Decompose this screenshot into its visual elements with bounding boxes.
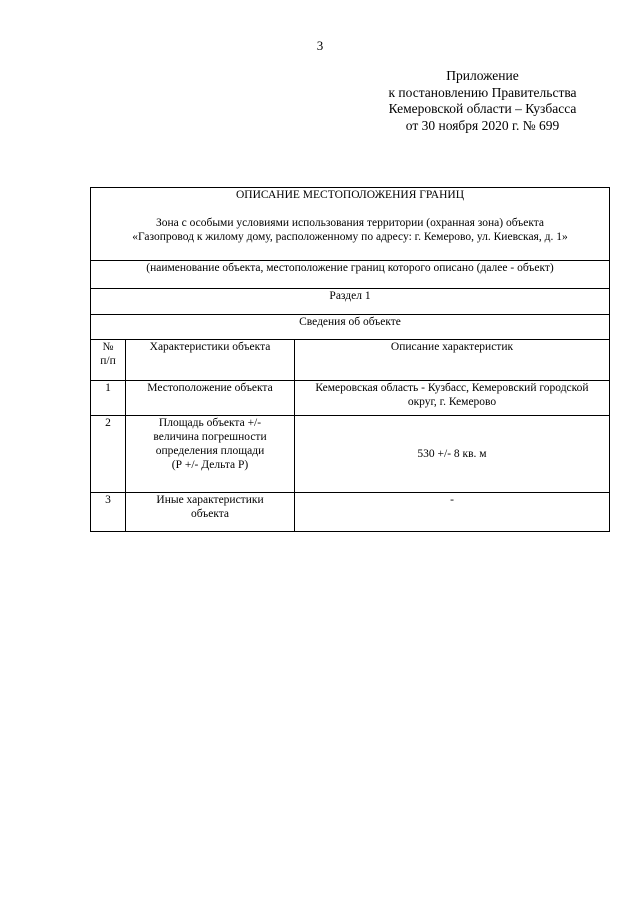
- table-title: ОПИСАНИЕ МЕСТОПОЛОЖЕНИЯ ГРАНИЦ: [235, 189, 465, 201]
- row-value: 530 +/- 8 кв. м: [295, 416, 610, 493]
- row-number: 3: [91, 493, 126, 532]
- row-characteristic-line: (Р +/- Дельта Р): [171, 459, 249, 471]
- header-description: Описание характеристик: [295, 340, 610, 381]
- header-number-line: п/п: [100, 355, 116, 367]
- row-characteristic: [126, 493, 295, 532]
- appendix-header: [360, 68, 605, 134]
- table-row: [91, 416, 610, 493]
- table-title-row: [91, 188, 610, 261]
- header-number-line: №: [102, 341, 114, 353]
- row-value: -: [295, 493, 610, 532]
- row-characteristic-line: Площадь объекта +/-: [158, 417, 262, 429]
- row-value-line: округ, г. Кемерово: [407, 396, 497, 408]
- page-number: 3: [316, 38, 324, 53]
- row-characteristic: Местоположение объекта: [126, 381, 295, 416]
- info-title: Сведения об объекте: [91, 315, 610, 340]
- table-row: [91, 381, 610, 416]
- row-value-line: Кемеровская область - Кузбасс, Кемеровский городской: [315, 382, 589, 394]
- zone-description-line: Зона с особыми условиями использования территории (охранная зона) объекта: [155, 217, 545, 229]
- object-note-row: [91, 261, 610, 289]
- header-number: [91, 340, 126, 381]
- object-note: (наименование объекта, местоположение границ которого описано (далее - объект): [91, 261, 610, 289]
- row-characteristic: [126, 416, 295, 493]
- zone-description-line: «Газопровод к жилому дому, расположенному по адресу: г. Кемерово, ул. Киевская, д. 1»: [132, 231, 568, 243]
- row-value: [295, 381, 610, 416]
- section-row: [91, 289, 610, 315]
- boundary-description-table: [90, 187, 610, 532]
- table-header-row: [91, 340, 610, 381]
- header-characteristics: Характеристики объекта: [126, 340, 295, 381]
- row-number: 1: [91, 381, 126, 416]
- appendix-line: Кемеровской области – Кузбасса: [388, 101, 577, 116]
- row-characteristic-line: величина погрешности: [153, 431, 267, 443]
- row-number: 2: [91, 416, 126, 493]
- row-characteristic-line: Иные характеристики: [156, 494, 264, 506]
- appendix-line: к постановлению Правительства: [388, 84, 577, 100]
- appendix-line: Приложение: [446, 68, 519, 83]
- table-row: [91, 493, 610, 532]
- appendix-line: от 30 ноября 2020 г. № 699: [405, 117, 560, 133]
- table-title-cell: [91, 188, 610, 261]
- row-characteristic-line: определения площади: [155, 445, 265, 457]
- row-characteristic-line: объекта: [190, 508, 230, 520]
- section-title: Раздел 1: [91, 289, 610, 315]
- info-row: [91, 315, 610, 340]
